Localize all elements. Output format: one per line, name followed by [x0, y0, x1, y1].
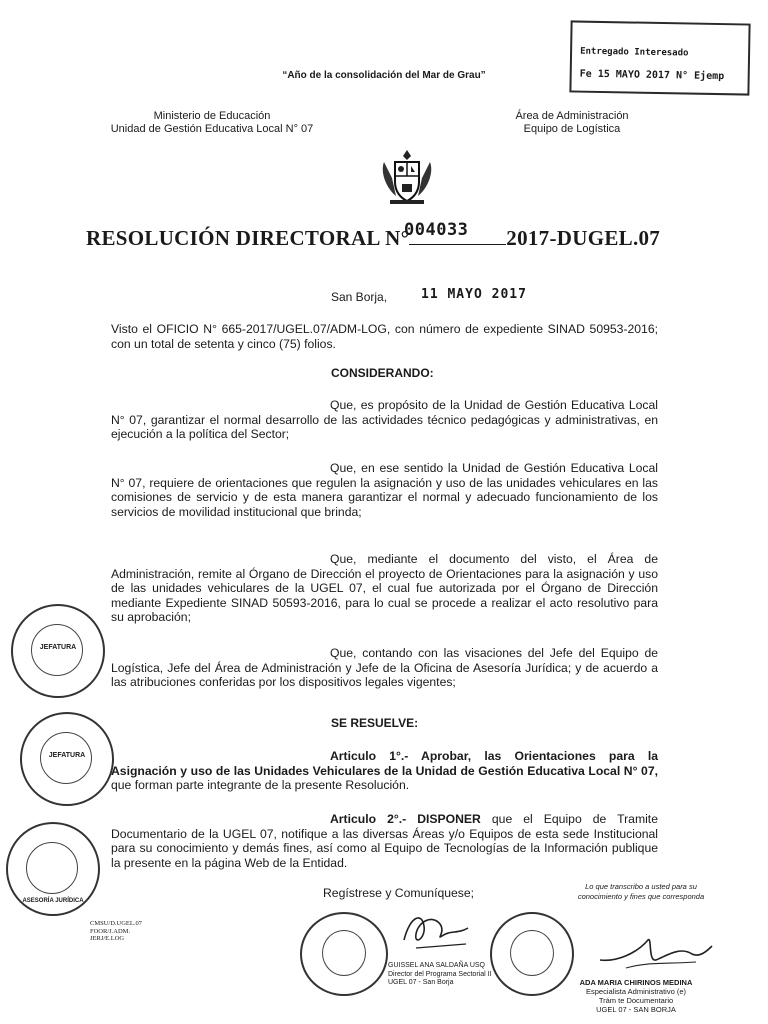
certification-line-1: Lo que transcribo a usted para su	[585, 882, 697, 891]
receipt-stamp	[569, 20, 750, 95]
director-signature-icon	[396, 906, 476, 952]
area-name: Área de Administración	[515, 110, 629, 122]
seal-asesoria	[6, 822, 100, 916]
motto: “Año de la consolidación del Mar de Grau”	[282, 70, 486, 81]
title-prefix: RESOLUCIÓN DIRECTORAL N°	[86, 226, 410, 250]
resolution-title	[86, 226, 660, 251]
signer-block	[388, 962, 491, 988]
date-stamp: 11 MAYO 2017	[421, 287, 527, 302]
seal-director	[300, 912, 388, 996]
certifier-name: ADA MARIA CHIRINOS MEDINA	[579, 978, 693, 987]
signer-title: Director del Programa Sectorial II	[388, 970, 492, 978]
signer-name: GUISSEL ANA SALDAÑA USQ	[388, 962, 486, 969]
certifier-signature-icon	[596, 932, 716, 972]
resolution-number: 004033	[404, 220, 469, 240]
seal-administracion	[20, 712, 114, 806]
paragraph-1: Que, es propósito de la Unidad de Gestión Educativa Local N° 07, garantizar el normal desarrollo de las actividades técnico pedagógicas y administrativas, en ejecución a la política del Sector;	[111, 398, 658, 442]
certification-line-2: conocimiento y fines que corresponda	[577, 892, 705, 901]
article-2	[111, 812, 658, 870]
signer-office: UGEL 07 - San Borja	[388, 979, 454, 986]
visto-paragraph: Visto el OFICIO N° 665-2017/UGEL.07/ADM-LOG, con número de expediente SINAD 50953-2016; con un total de setenta y cinco (75) folios.	[111, 322, 658, 351]
article-2-lead: Articulo 2°.- DISPONER	[330, 812, 481, 826]
considerando-heading: CONSIDERANDO:	[331, 366, 434, 380]
initials-block	[90, 920, 142, 943]
article-1-rest: que forman parte integrante de la presente Resolución.	[111, 778, 410, 793]
paragraph-3: Que, mediante el documento del visto, el Área de Administración, remite al Órgano de Dirección el proyecto de Orientaciones para la asignación y uso de las unidades vehiculares de la UGEL 07, el cual fue autorizada por el Órgano de Dirección mediante Expediente SINAD 50593-2016, para lo cual se procede a realizar el acto resolutivo para su aprobación;	[111, 552, 658, 625]
certifier-title: Especialista Administrativo (e)	[585, 987, 687, 996]
paragraph-2: Que, en ese sentido la Unidad de Gestión Educativa Local N° 07, requiere de orientaciones que regulen la asignación y uso de las unidades vehiculares en las comisiones de servicio y de esta manera garantizar el normal y adecuado funcionamiento de los servicios de movilidad institucional que brinda;	[111, 461, 658, 519]
article-1	[111, 749, 658, 793]
seal-administracion-label: JEFATURA	[48, 752, 86, 759]
title-suffix: 2017-DUGEL.07	[506, 226, 661, 250]
initials-line: JERJ/E.LOG	[90, 935, 125, 942]
paragraph-4: Que, contando con las visaciones del Jefe del Equipo de Logística, Jefe del Área de Administración y Jefe de la Oficina de Asesoría Jurídica; y de acuerdo a las atribuciones conferidas por los dispositivos legales vigentes;	[111, 646, 658, 690]
closing-formula: Regístrese y Comuníquese;	[323, 886, 475, 900]
certifier-office: Trám te Documentario	[598, 996, 674, 1005]
ministry-header	[98, 110, 326, 136]
initials-line: FOOR/J.ADM.	[90, 927, 131, 935]
article-1-lead: Articulo 1°.- Aprobar,	[330, 749, 472, 763]
area-header	[504, 110, 640, 136]
initials-line: CMSU/D.UGEL.07	[90, 920, 143, 927]
place: San Borja,	[331, 290, 388, 304]
coat-of-arms-icon	[380, 148, 434, 206]
seal-logistica	[11, 604, 105, 698]
team-name: Equipo de Logística	[523, 123, 621, 135]
article-1-object: las Orientaciones para la Asignación y uso de las Unidades Vehiculares de la Unidad de Gestión Educativa Local N° 07,	[111, 749, 658, 778]
resuelve-heading: SE RESUELVE:	[331, 716, 419, 730]
seal-tramite	[490, 912, 574, 996]
seal-logistica-label: JEFATURA	[39, 644, 77, 651]
ministry-name: Ministerio de Educación	[153, 110, 271, 122]
certification-note	[566, 882, 716, 902]
seal-asesoria-label: ASESORÍA JURÍDICA	[22, 898, 84, 904]
receipt-stamp-date: Fe 15 MAYO 2017 N° Ejemp	[579, 68, 725, 83]
certifier-block	[566, 978, 706, 1014]
certifier-place: UGEL 07 - SAN BORJA	[596, 1005, 676, 1014]
receipt-stamp-label: Entregado Interesado	[580, 46, 689, 59]
ugel-name: Unidad de Gestión Educativa Local N° 07	[110, 123, 314, 135]
article-2-rest: que el Equipo de Tramite Documentario de la UGEL 07, notifique a las diversas Áreas y/o Equipos de esta sede Institucional para su conocimiento y demás fines, así como al Equipo de Tecnologías de la Información publique la presente en la página Web de la Entidad.	[111, 812, 658, 870]
